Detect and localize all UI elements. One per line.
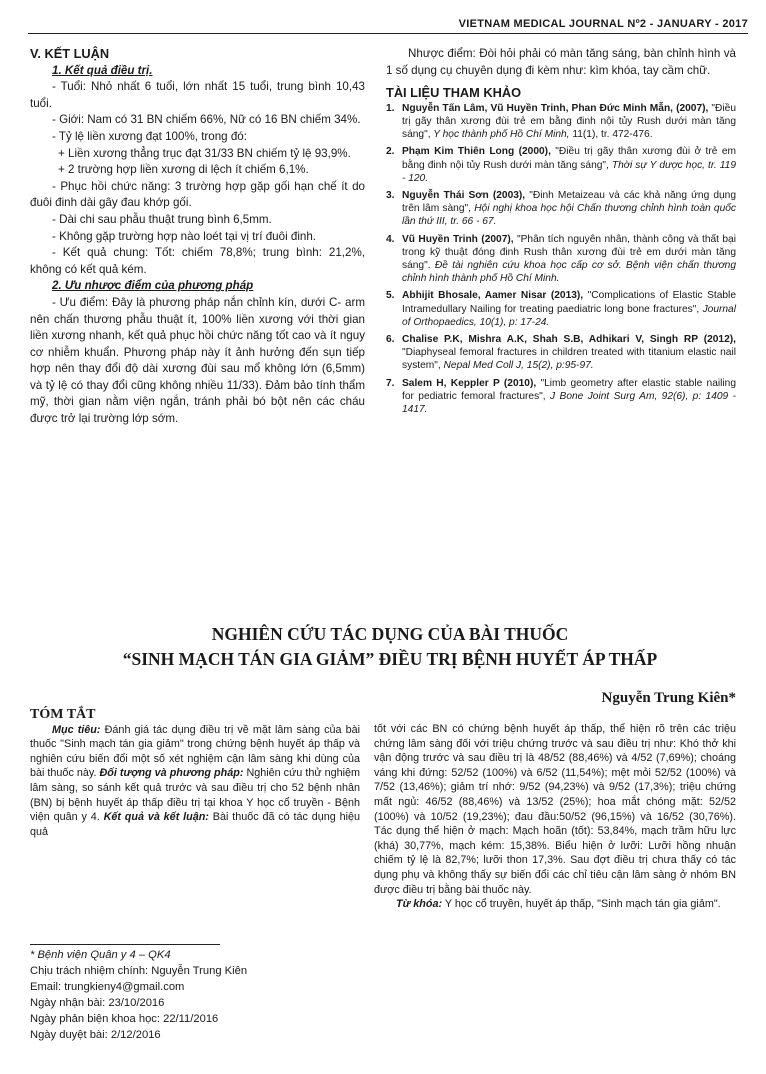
reference-item: 4. Vũ Huyền Trinh (2007), "Phân tích nguyên nhân, thành công và thất bại trong kỹ thuật đóng đinh Rush thân xương đùi trẻ em dưới màn tăng sáng". Đề tài nghiên cứu khoa học cấp cơ sở. Bệnh viện chấn thương chỉnh hình thành phố Hồ Chí Minh. (386, 233, 736, 285)
conclusion-paragraph: - Ưu điểm: Đây là phương pháp nắn chỉnh kín, dưới C- arm nên chấn thương phẫu thuật ít, 100% liền xương với thời gian liền xương nhanh, kết quả phục hồi chức năng tốt cao và ít nguy cơ nhiễm khuẩn. Phương pháp này ít ảnh hưởng đến sụn tiếp hợp nên thay đổi độ dài xương đùi sau mổ không lớn (6,5mm) và tỷ lệ có thay đổi cũng không nhiều 11/33). Đảm bảo tính thẩm mỹ, thời gian nằm viện ngắn, tránh phải bó bột nên các cháu được trở lại trường lớp sớm. (30, 295, 365, 426)
abstract-aim-label: Mục tiêu: (52, 723, 101, 736)
footnote-received: Ngày nhận bài: 23/10/2016 (30, 997, 165, 1009)
conclusion-paragraph: - Dài chi sau phẫu thuật trung bình 6,5mm. (52, 212, 272, 226)
reference-item: 1. Nguyễn Tấn Lâm, Vũ Huyền Trinh, Phan Đức Minh Mẫn, (2007), "Điều trị gãy thân xương đùi trẻ em bằng đinh nội tủy Rush dưới màn tăng sáng", Y học thành phố Hồ Chí Minh, 11(1), tr. 472-476. (386, 102, 736, 141)
footnote-reviewed: Ngày phản biện khoa học: 22/11/2016 (30, 1013, 219, 1025)
abstract-method-text: Nghiên cứu thử nghiệm lâm sàng, so sánh kết quả trước và sau điều trị cho 52 bệnh nhân (BN) bị bệnh huyết áp thấp điều trị tại khoa Y học cổ truyền - Bệnh viện quân y 4. (30, 767, 360, 824)
article-author: Nguyễn Trung Kiên* (601, 690, 736, 706)
references-heading: TÀI LIỆU THAM KHẢO (386, 85, 522, 101)
footnote-accepted: Ngày duyệt bài: 2/12/2016 (30, 1029, 161, 1041)
reference-list (386, 102, 736, 416)
journal-header: VIETNAM MEDICAL JOURNAL Nº2 - JANUARY - 2017 (28, 18, 748, 34)
conclusion-paragraph: - Tỷ lệ liền xương đạt 100%, trong đó: (52, 129, 247, 143)
conclusion-paragraph: - Không gặp trường hợp nào loét tại vị trí đuôi đinh. (52, 229, 317, 243)
abstract-right (374, 722, 736, 912)
abstract-aim-text: Đánh giá tác dụng điều trị về mặt lâm sàng của bài thuốc "Sinh mạch tán gia giảm" trong chứng bệnh huyết áp thấp và nghiên cứu biến đổi một số xét nghiệm cận lâm sàng khi dùng của bài thuốc này. (30, 723, 361, 780)
conclusion-subheading-pros-cons: 2. Ưu nhược điểm của phương pháp (52, 279, 254, 293)
conclusion-paragraph: + Liền xương thẳng trục đạt 31/33 BN chiếm tỷ lệ 93,9%. (58, 146, 351, 160)
conclusion-paragraph: - Giới: Nam có 31 BN chiếm 66%, Nữ có 16 BN chiếm 34%. (52, 113, 361, 127)
conclusion-section (30, 46, 365, 428)
reference-item: 2. Phạm Kim Thiên Long (2000), "Điều trị gãy thân xương đùi ở trẻ em bằng đinh nội tủy Rush dưới màn tăng sáng", Thời sự Y dược học, tr. 119 - 120. (386, 146, 736, 184)
abstract-heading: TÓM TẮT (30, 707, 96, 722)
reference-item: 6. Chalise P.K, Mishra A.K, Shah S.B, Adhikari V, Singh RP (2012), "Diaphyseal femoral fractures in children treated with titanium elastic nail system", Nepal Med Coll J, 15(2), p:95-97. (386, 334, 736, 372)
footnote-email: Email: trungkieny4@gmail.com (30, 981, 185, 993)
conclusion-paragraph: - Tuổi: Nhỏ nhất 6 tuổi, lớn nhất 15 tuổi, trung bình 10,43 tuổi. (30, 80, 365, 110)
footnote-rule (30, 944, 220, 945)
article-title (60, 622, 720, 672)
author-footnote (30, 944, 330, 1043)
article-title-line: NGHIÊN CỨU TÁC DỤNG CỦA BÀI THUỐC (211, 624, 569, 644)
conclusion-paragraph: + 2 trường hợp liền xương di lệch ít chiếm 6,1%. (58, 163, 309, 177)
article-title-line: “SINH MẠCH TÁN GIA GIẢM” ĐIỀU TRỊ BỆNH HUYẾT ÁP THẤP (122, 649, 658, 669)
abstract-result-label: Kết quả và kết luận: (103, 811, 209, 824)
footnote-responsible: Chịu trách nhiệm chính: Nguyễn Trung Kiên (30, 965, 248, 977)
abstract-result-continued: tốt với các BN có chứng bệnh huyết áp thấp, thể hiện rõ trên các triệu chứng lâm sàng đối với triệu chứng trước và sau điều trị như: Khó thở khi vận động trước và sau điều trị là 48/52 (88,46%) và 4/52 (7,69%); choáng váng khi đứng: 52/52 (100%) và 6/52 (11,54%); mệt mỏi 52/52 (100%) và 7/52 (13,46%); giảm trí nhớ: 9/52 (94,23%) và 9/52 (17,3%); triệu chứng mất ngủ: 46/52 (88,46%) và 13/52 (25%); hoa mắt chóng mặt: 52/52 (100%) và 10/52 (19,23%); đau đầu:50/52 (96,15%) và 16/52 (30,76%). Tác dụng thể hiện ở mạch: Mạch hoãn (tốt): 53,84%, mạch trầm hữu lực (khá) 30,77%, mạch kém: 15,38%. Biểu hiện ở lưỡi: Lưỡi hồng nhuận chiếm tỷ lệ là 82,7%; lưỡi thon 17,3%. Sau đợt điều trị chưa thấy có tác dụng phụ và không thấy sự biến đổi các chỉ tiêu cận lâm sàng ở nhóm BN được điều trị bằng bài thuốc này. (374, 723, 736, 896)
reference-item: 5. Abhijit Bhosale, Aamer Nisar (2013), "Complications of Elastic Stable Intramedullary Nailing for treating paediatric long bone fractures", Journal of Orthopaedics, 10(1), p: 17-24. (386, 290, 736, 328)
abstract-keyword-text: Y học cổ truyền, huyết áp thấp, "Sinh mạch tán gia giảm". (442, 898, 721, 911)
conclusion-subheading-results: 1. Kết quả điều trị. (52, 63, 153, 77)
footnote-affiliation: * Bệnh viện Quân y 4 – QK4 (30, 949, 171, 961)
abstract-result-text: Bài thuốc đã có tác dụng hiệu quả (30, 811, 361, 838)
conclusion-paragraph: Nhược điểm: Đòi hỏi phải có màn tăng sáng, bàn chỉnh hình và 1 số dụng cụ chuyên dụng đi kèm như: kìm khóa, tay cầm chữ. (386, 47, 736, 77)
conclusion-paragraph: - Phục hồi chức năng: 3 trường hợp gặp gối hạn chế ít do đuôi đinh dài gây đau khớp gối. (30, 179, 365, 210)
reference-item: 7. Salem H, Keppler P (2010), "Limb geometry after elastic stable nailing for pediatric femoral fractures", J Bone Joint Surg Am, 92(6), p: 1409 - 1417. (386, 377, 737, 416)
conclusion-heading: V. KẾT LUẬN (30, 46, 110, 61)
abstract-method-label: Đối tượng và phương pháp: (99, 767, 244, 780)
conclusion-paragraph: - Kết quả chung: Tốt: chiếm 78,8%; trung bình: 21,2%, không có kết quả kém. (30, 246, 365, 276)
abstract-keyword-label: Từ khóa: (396, 898, 443, 911)
references-column (386, 46, 736, 420)
reference-item: 3. Nguyễn Thái Sơn (2003), "Đinh Metaizeau và các khả năng ứng dụng trên lâm sàng", Hội nghị khoa học hội Chấn thương chỉnh hình toàn quốc lần thứ III, tr. 66 - 67. (386, 190, 736, 228)
abstract-left (30, 708, 360, 839)
